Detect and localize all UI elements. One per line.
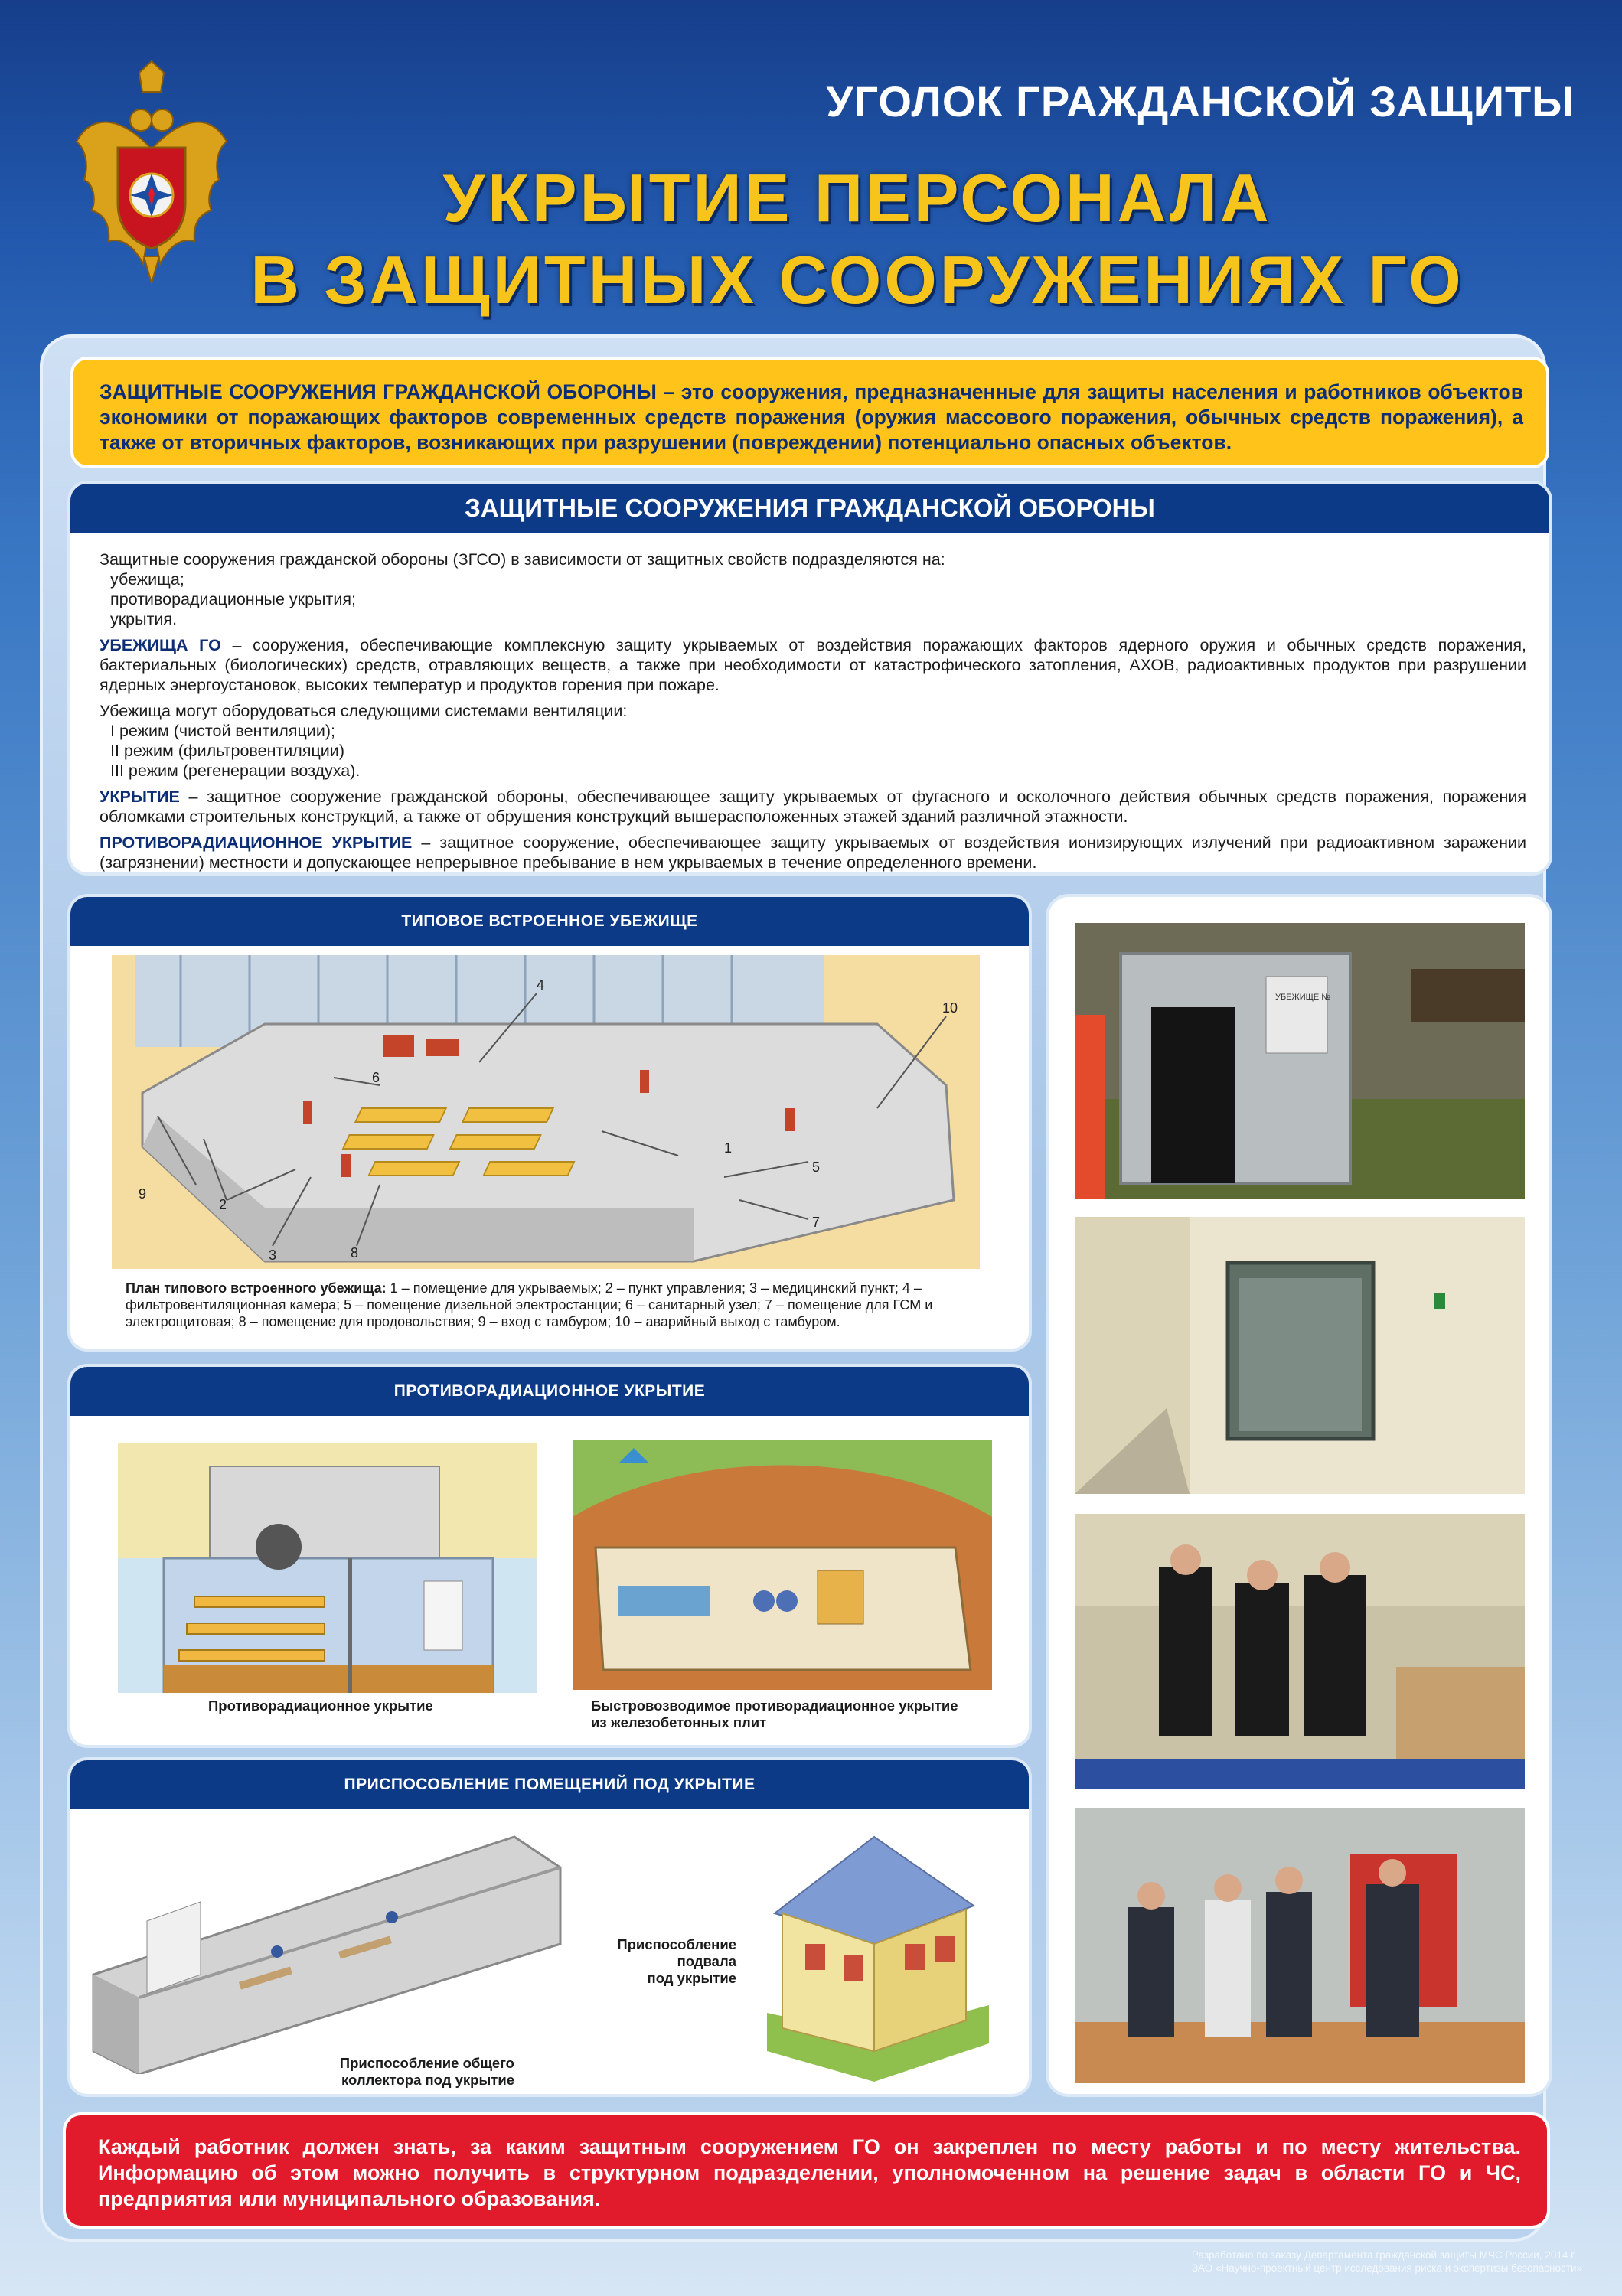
caption-line: коллектора под укрытие: [341, 2072, 514, 2088]
credit: [1192, 2249, 1582, 2275]
type-item: убежища;: [110, 570, 184, 589]
shelter-sign-text: УБЕЖИЩЕ №: [1275, 993, 1331, 1002]
page-title: [230, 157, 1485, 321]
caption-prefab-shelter: [591, 1698, 958, 1731]
definition-lead: ЗАЩИТНЫЕ СООРУЖЕНИЯ ГРАЖДАНСКОЙ ОБОРОНЫ: [100, 380, 657, 403]
caption-line: Быстровозводимое противорадиационное укрытие: [591, 1698, 958, 1714]
ventilation-mode: I режим (чистой вентиляции);: [110, 722, 335, 740]
shelter-paragraph: [100, 635, 1526, 695]
caption-collector: [338, 2055, 514, 2089]
caption-anti-radiation-shelter: Противорадиационное укрытие: [208, 1698, 433, 1714]
basement-adaptation-illustration: [759, 1821, 989, 2082]
pru-text: – защитное сооружение, обеспечивающее защиту укрываемых от воздействия ионизирующих излучений при радиоактивном заражении (загрязнении) местности и допускающее непрерывное пребывание в нем укрываемых в течение определенного времени.: [100, 833, 1527, 872]
shelter-callout: 3: [269, 1247, 277, 1263]
cover-text: – защитное сооружение гражданской обороны, обеспечивающее защиту укрываемых от фугасного и осколочного действия обычных средств поражения, поражения обломками строительных конструкций, а также от обрушения конструкций вышерасположенных этажей зданий различной этажности.: [100, 788, 1526, 826]
section-body: [70, 533, 1549, 872]
pru-term: ПРОТИВОРАДИАЦИОННОЕ УКРЫТИЕ: [100, 833, 413, 852]
shelter-plan-caption: [126, 1280, 968, 1330]
caption-lead: План типового встроенного убежища:: [126, 1280, 387, 1296]
ventilation-mode: II режим (фильтровентиляции): [110, 742, 344, 760]
shelter-callout: 6: [372, 1070, 380, 1085]
caption-basement: [560, 1936, 736, 1987]
page-title-line2: В ЗАЩИТНЫХ СООРУЖЕНИЯХ ГО: [250, 242, 1464, 318]
ventilation-mode: III режим (регенерации воздуха).: [110, 762, 361, 780]
caption-text: 1 – помещение для укрываемых; 2 – пункт управления; 3 – медицинский пункт; 4 – фильтровентиляционная камера; 5 – помещение дизельной электростанции; 6 – санитарный узел; 7 – помещение для ГСМ и электрощитовая; 8 – помещение для продовольствия; 9 – вход с тамбуром; 10 – аварийный выход с тамбуром.: [126, 1280, 933, 1329]
photos-column: [1049, 897, 1549, 2094]
definition-box: [70, 357, 1549, 468]
anti-radiation-shelter-illustration: [118, 1443, 537, 1693]
inspection-photo-2: [1075, 1808, 1525, 2083]
type-item: противорадиационные укрытия;: [110, 590, 356, 608]
definition-text: – это сооружения, предназначенные для защиты населения и работников объектов экономики от поражающих факторов современных средств поражения (оружия массового поражения, обычных средств поражения), а также от вторичных факторов, возникающих при разрушении (повреждении) потенциально опасных объектов.: [100, 380, 1523, 454]
section-title: ТИПОВОЕ ВСТРОЕННОЕ УБЕЖИЩЕ: [70, 897, 1029, 946]
credit-line: Разработано по заказу Департамента гражданской защиты МЧС России, 2014 г.: [1191, 2249, 1577, 2261]
type-item: укрытия.: [110, 610, 178, 628]
shelter-callout: 4: [537, 977, 545, 993]
intro-paragraph: [100, 550, 1526, 629]
section-anti-radiation-shelter: [70, 1367, 1029, 1745]
shelter-callout: 10: [942, 1000, 958, 1016]
pru-paragraph: [100, 833, 1526, 872]
shelter-term: УБЕЖИЩА ГО: [100, 636, 221, 654]
shelter-plan-illustration: [112, 955, 980, 1269]
shelter-callout: 5: [812, 1159, 821, 1175]
section-adaptation-of-premises: [70, 1760, 1029, 2094]
shelter-callout: 7: [812, 1215, 821, 1230]
caption-line: под укрытие: [647, 1970, 736, 1986]
shelter-corridor-photo: [1075, 1217, 1525, 1494]
shelter-text: – сооружения, обеспечивающие комплексную защиту укрываемых от воздействия поражающих факторов ядерного оружия и обычных средств поражения, бактериальных (биологических) средств, отравляющих веществ, а также при необходимости от катастрофического затопления, АХОВ, радиоактивных продуктов при разрушении ядерных энергоустановок, высоких температур и продуктов горения при пожаре.: [100, 636, 1526, 694]
caption-line: Приспособление подвала: [617, 1936, 736, 1969]
collector-adaptation-illustration: [86, 1821, 568, 2074]
cover-term: УКРЫТИЕ: [100, 788, 180, 806]
ventilation-intro: Убежища могут оборудоваться следующими системами вентиляции:: [100, 702, 628, 720]
shelter-callout: 9: [139, 1186, 147, 1202]
section-typical-shelter: [70, 897, 1029, 1349]
shelter-callout: 8: [351, 1245, 359, 1261]
inspection-photo-1: [1075, 1514, 1525, 1789]
cover-paragraph: [100, 787, 1526, 827]
section-title: ПРОТИВОРАДИАЦИОННОЕ УКРЫТИЕ: [70, 1367, 1029, 1416]
page-title-line1: УКРЫТИЕ ПЕРСОНАЛА: [442, 160, 1272, 236]
shelter-callout: 2: [219, 1197, 227, 1212]
caption-line: из железобетонных плит: [591, 1714, 767, 1730]
section-protective-structures: [70, 484, 1549, 872]
shelter-entrance-photo: [1075, 923, 1525, 1199]
corner-title: УГОЛОК ГРАЖДАНСКОЙ ЗАЩИТЫ: [826, 77, 1575, 126]
footer-notice: Каждый работник должен знать, за каким защитным сооружением ГО он закреплен по месту работы и по месту жительства. Информацию об этом можно получить в структурном подразделении, уполномоченном на решение задач в области ГО и ЧС, предприятия или муниципального образования.: [63, 2112, 1550, 2229]
section-title: ЗАЩИТНЫЕ СООРУЖЕНИЯ ГРАЖДАНСКОЙ ОБОРОНЫ: [70, 484, 1549, 533]
section-title: ПРИСПОСОБЛЕНИЕ ПОМЕЩЕНИЙ ПОД УКРЫТИЕ: [70, 1760, 1029, 1809]
intro-text: Защитные сооружения гражданской обороны (ЗГСО) в зависимости от защитных свойств подразделяются на:: [100, 550, 945, 569]
shelter-callout: 1: [724, 1140, 733, 1156]
prefab-shelter-illustration: [573, 1440, 992, 1690]
caption-line: Приспособление общего: [339, 2055, 514, 2071]
ventilation-paragraph: [100, 701, 1526, 781]
credit-line: ЗАО «Научно-проектный центр исследования риска и экспертизы безопасности»: [1191, 2262, 1582, 2274]
mchs-emblem: [70, 57, 233, 287]
